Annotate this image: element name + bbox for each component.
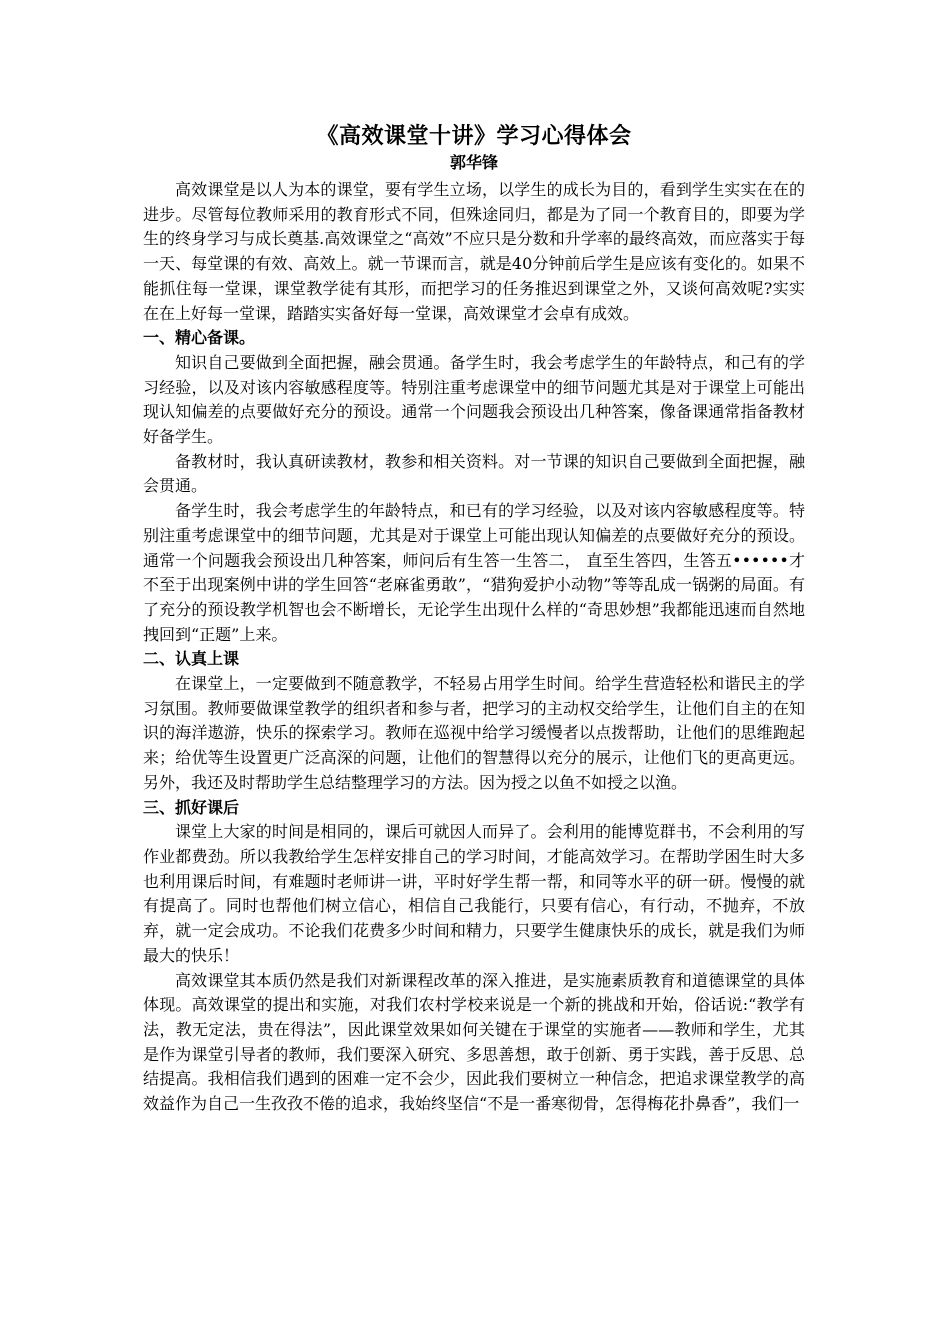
document-title: 《高效课堂十讲》学习心得体会 [316, 124, 632, 149]
section3-paragraph-1: 课堂上大家的时间是相同的，课后可就因人而异了。会利用的能博览群书，不会利用的写作业都费劲。所以我教给学生怎样安排自己的学习时间，才能高效学习。在帮助学困生时大多也利用课后时间，有难题时老师讲一讲，平时好学生帮一帮，和同等水平的研一研。慢慢的就有提高了。同时也帮他们树立信心，相信自己我能行，只要有信心，有行动，不抛弃，不放弃，就一定会成功。不论我们花费多少时间和精力，只要学生健康快乐的成长，就是我们为师最大的快乐！ [143, 822, 805, 965]
intro-paragraph: 高效课堂是以人为本的课堂，要有学生立场，以学生的成长为目的，看到学生实实在在的进步。尽管每位教师采用的教育形式不同，但殊途同归，都是为了同一个教育目的，即要为学生的终身学习与成长奠基.高效课堂之“高效”不应只是分数和升学率的最终高效，而应落实于每一天、每堂课的有效、高效上。就一节课而言，就是40分钟前后学生是应该有变化的。如果不能抓住每一堂课，课堂教学徒有其形，而把学习的任务推迟到课堂之外，又谈何高效呢?实实在在上好每一堂课，踏踏实实备好每一堂课，高效课堂才会卓有成效。 [143, 180, 805, 323]
section-heading-3: 三、抓好课后 [143, 797, 240, 817]
section1-paragraph-3: 备学生时，我会考虑学生的年龄特点，和已有的学习经验，以及对该内容敏感程度等。特别注重考虑课堂中的细节问题，尤其是对于课堂上可能出现认知偏差的点要做好充分的预设。通常一个问题我会预设出几种答案，师问后有生答一生答二， 直至生答四，生答五••••••才不至于出现案例中讲的学生回答“老麻雀勇敢”，“猎狗爱护小动物”等等乱成一锅粥的局面。有了充分的预设教学机智也会不断增长，无论学生出现什么样的“奇思妙想”我都能迅速而自然地拽回到“正题”上来。 [143, 501, 805, 644]
section3-paragraph-2: 高效课堂其本质仍然是我们对新课程改革的深入推进，是实施素质教育和道德课堂的具体体现。高效课堂的提出和实施，对我们农村学校来说是一个新的挑战和开始，俗话说:“教学有法，教无定法，贵在得法”，因此课堂效果如何关键在于课堂的实施者——教师和学生，尤其是作为课堂引导者的教师，我们要深入研究、多思善想，敢于创新、勇于实践，善于反思、总结提高。我相信我们遇到的困难一定不会少，因此我们要树立一种信念，把追求课堂教学的高效益作为自己一生孜孜不倦的追求，我始终坚信“不是一番寒彻骨，怎得梅花扑鼻香”，我们一 [143, 970, 805, 1114]
section1-paragraph-2: 备教材时，我认真研读教材，教参和相关资料。对一节课的知识自己要做到全面把握，融会贯通。 [143, 451, 805, 496]
section1-paragraph-1: 知识自己要做到全面把握，融会贯通。备学生时，我会考虑学生的年龄特点，和己有的学习经验，以及对该内容敏感程度等。特别注重考虑课堂中的细节问题尤其是对于课堂上可能出现认知偏差的点要做好充分的预设。通常一个问题我会预设出几种答案，像备课通常指备教材好备学生。 [143, 352, 805, 447]
document-author: 郭华锋 [449, 153, 498, 172]
section-heading-2: 二、认真上课 [143, 649, 240, 669]
section-heading-1: 一、精心备课。 [143, 328, 256, 348]
section2-paragraph-1: 在课堂上，一定要做到不随意教学，不轻易占用学生时间。给学生营造轻松和谐民主的学习氛围。教师要做课堂教学的组织者和参与者，把学习的主动权交给学生，让他们自主的在知识的海洋遨游，快乐的探索学习。教师在巡视中给学习缓慢者以点拨帮助，让他们的思维跑起来；给优等生设置更广泛高深的问题，让他们的智慧得以充分的展示，让他们飞的更高更远。另外，我还及时帮助学生总结整理学习的方法。因为授之以鱼不如授之以渔。 [143, 674, 805, 792]
document-page [143, 122, 805, 1117]
